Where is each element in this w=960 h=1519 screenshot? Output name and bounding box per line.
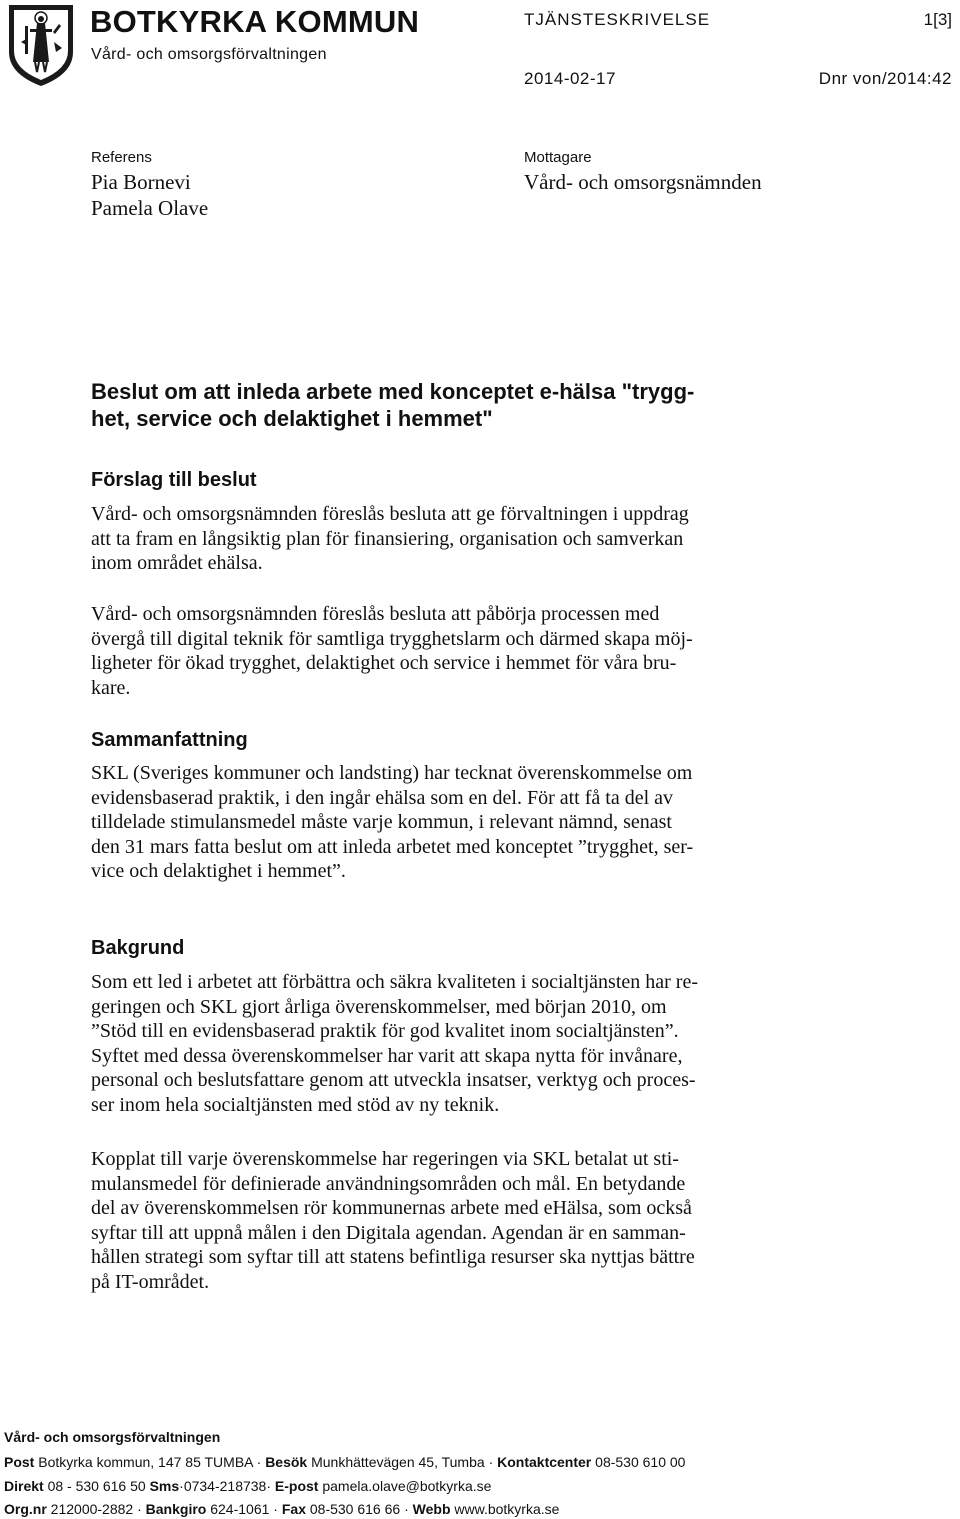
footer-separator: · xyxy=(179,1478,184,1494)
text-line: Vård- och omsorgsnämnden föreslås besluta att påbörja processen med xyxy=(91,603,660,625)
proposal-paragraph xyxy=(91,502,811,576)
background-paragraph xyxy=(91,1147,811,1294)
footer-separator: · xyxy=(256,1454,262,1470)
text-line: tilldelade stimulansmedel måste varje kommun, i relevant nämnd, senast xyxy=(91,811,672,833)
text-line: Som ett led i arbetet att förbättra och säkra kvaliteten i socialtjänsten har re- xyxy=(91,971,698,993)
footer-direct-phone: 08 - 530 616 50 xyxy=(47,1478,146,1494)
footer-label: Kontaktcenter xyxy=(497,1454,592,1470)
text-line: hållen strategi som syftar till att statens befintliga resurser ska nyttjas bättre xyxy=(91,1246,695,1268)
text-line: inom området ehälsa. xyxy=(91,552,263,574)
text-line: personal och beslutsfattare genom att utveckla insatser, verktyg och proces- xyxy=(91,1069,696,1091)
summary-heading: Sammanfattning xyxy=(91,729,248,751)
footer-line-2 xyxy=(4,1478,491,1494)
text-line: mulansmedel för definierade användningsområden och mål. En betydande xyxy=(91,1172,686,1195)
text-line: geringen och SKL gjort årliga överenskommelser, med början 2010, om xyxy=(91,995,667,1018)
text-line: del av överenskommelsen rör kommunernas arbete med eHälsa, som också xyxy=(91,1197,692,1219)
footer-visit-address: Munkhättevägen 45, Tumba xyxy=(311,1454,485,1470)
footer-line-1 xyxy=(4,1454,685,1470)
text-line: ser inom hela socialtjänsten med stöd av ny teknik. xyxy=(91,1093,500,1116)
title-line: het, service och delaktighet i hemmet" xyxy=(91,406,493,431)
footer-separator: · xyxy=(404,1501,409,1517)
footer-org: Vård- och omsorgsförvaltningen xyxy=(4,1429,221,1445)
text-line: Vård- och omsorgsnämnden föreslås besluta att ge förvaltningen i uppdrag xyxy=(91,503,689,525)
footer-bankgiro: 624-1061 xyxy=(210,1501,270,1517)
background-heading: Bakgrund xyxy=(91,937,185,959)
text-line: att ta fram en långsiktig plan för finansiering, organisation och samverkan xyxy=(91,527,684,550)
footer-fax: 08-530 616 66 xyxy=(309,1501,401,1517)
coat-of-arms-icon xyxy=(6,2,76,88)
footer-sms: 0734-218738 xyxy=(183,1478,267,1494)
title-line: Beslut om att inleda arbete med konceptet e-hälsa "trygg- xyxy=(91,379,695,404)
footer-separator: · xyxy=(488,1454,494,1470)
recipient-label: Mottagare xyxy=(524,149,592,166)
registration-number: Dnr von/2014:42 xyxy=(818,69,952,88)
text-line: syftar till att uppnå målen i den Digitala agendan. Agendan är en samman- xyxy=(91,1221,686,1244)
text-line: Syftet med dessa överenskommelser har varit att skapa nytta för invånare, xyxy=(91,1044,683,1067)
footer-label: Org.nr xyxy=(4,1501,47,1517)
summary-paragraph xyxy=(91,761,811,884)
text-line: ligheter för ökad trygghet, delaktighet och service i hemmet för våra bru- xyxy=(91,652,677,674)
text-line: på IT-området. xyxy=(91,1270,210,1293)
reference-label: Referens xyxy=(91,149,152,166)
footer-email-link[interactable]: pamela.olave@botkyrka.se xyxy=(322,1478,492,1494)
footer-separator: · xyxy=(137,1501,142,1517)
org-department: Vård- och omsorgsförvaltningen xyxy=(91,46,327,63)
footer-label: Bankgiro xyxy=(145,1501,207,1517)
footer-separator: · xyxy=(266,1478,272,1494)
footer-separator: · xyxy=(273,1501,278,1517)
footer-post-address: Botkyrka kommun, 147 85 TUMBA xyxy=(38,1454,253,1470)
footer-web-link[interactable]: www.botkyrka.se xyxy=(454,1501,560,1517)
footer-label: E-post xyxy=(274,1478,319,1494)
footer-label: Besök xyxy=(265,1454,308,1470)
footer-label: Webb xyxy=(412,1501,451,1517)
text-line: kare. xyxy=(91,676,131,699)
footer-label: Sms xyxy=(149,1478,180,1494)
page-number: 1[3] xyxy=(923,10,952,29)
document-date: 2014-02-17 xyxy=(524,69,616,88)
background-paragraph xyxy=(91,970,811,1117)
text-line: vice och delaktighet i hemmet”. xyxy=(91,860,346,882)
org-name: BOTKYRKA KOMMUN xyxy=(90,4,420,39)
text-line: den 31 mars fatta beslut om att inleda arbetet med konceptet ”trygghet, ser- xyxy=(91,835,694,858)
proposal-heading: Förslag till beslut xyxy=(91,469,257,491)
proposal-paragraph xyxy=(91,602,811,700)
text-line: SKL (Sveriges kommuner och landsting) har tecknat överenskommelse om xyxy=(91,762,693,784)
text-line: Kopplat till varje överenskommelse har regeringen via SKL betalat ut sti- xyxy=(91,1148,679,1170)
text-line: evidensbaserad praktik, i den ingår ehälsa som en del. För att få ta del av xyxy=(91,786,674,809)
text-line: övergå till digital teknik för samtliga trygghetslarm och därmed skapa möj- xyxy=(91,627,693,650)
footer-contact-phone: 08-530 610 00 xyxy=(595,1454,686,1470)
reference-name: Pamela Olave xyxy=(91,196,209,220)
footer-label: Post xyxy=(4,1454,35,1470)
text-line: ”Stöd till en evidensbaserad praktik för god kvalitet inom socialtjänsten”. xyxy=(91,1020,679,1042)
reference-name: Pia Bornevi xyxy=(91,170,191,194)
document-title xyxy=(91,378,811,432)
footer-org-number: 212000-2882 xyxy=(50,1501,134,1517)
footer-line-3 xyxy=(4,1501,559,1517)
footer-label: Direkt xyxy=(4,1478,44,1494)
document-type: TJÄNSTESKRIVELSE xyxy=(524,10,711,29)
recipient-name: Vård- och omsorgsnämnden xyxy=(524,170,762,194)
footer-label: Fax xyxy=(281,1501,306,1517)
